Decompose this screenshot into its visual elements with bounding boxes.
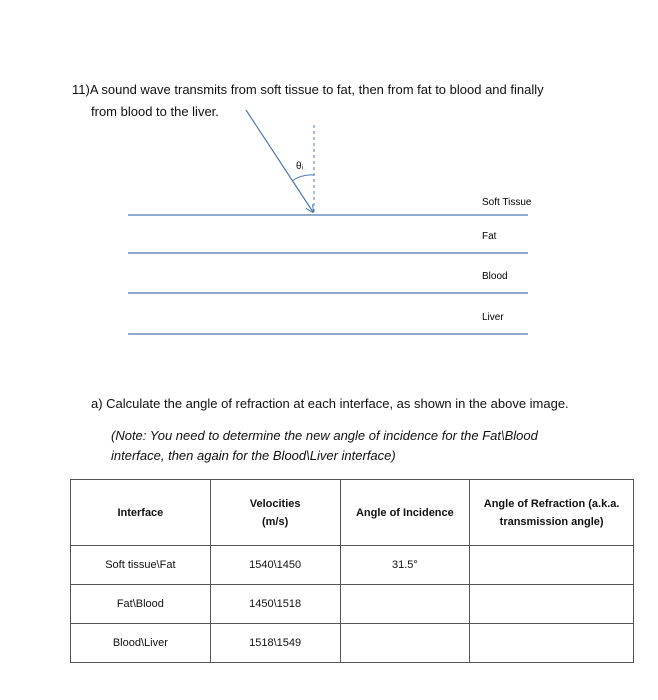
layer-label-soft-tissue: Soft Tissue xyxy=(482,197,532,208)
header-interface: Interface xyxy=(71,480,211,546)
question-text-line1: 11)A sound wave transmits from soft tissue to fat, then from fat to blood and finally xyxy=(72,82,544,97)
header-velocities-line2: (m/s) xyxy=(261,515,289,528)
header-velocities xyxy=(210,480,340,546)
header-velocities-line1: Velocities xyxy=(249,497,301,510)
refraction-table xyxy=(70,479,634,663)
table-header-row xyxy=(71,480,634,546)
part-a-note-line2: interface, then again for the Blood\Liver interface) xyxy=(111,448,396,463)
cell-interface: Soft tissue\Fat xyxy=(71,546,211,585)
cell-incidence: 31.5° xyxy=(340,546,470,585)
table-row xyxy=(71,546,634,585)
cell-interface: Fat\Blood xyxy=(71,585,211,624)
header-angle-incidence: Angle of Incidence xyxy=(340,480,470,546)
cell-refraction[interactable] xyxy=(470,546,634,585)
table-row xyxy=(71,585,634,624)
cell-velocities: 1518\1549 xyxy=(210,624,340,663)
table-row xyxy=(71,624,634,663)
part-a-note-line1: (Note: You need to determine the new angle of incidence for the Fat\Blood xyxy=(111,428,538,443)
angle-label: θᵢ xyxy=(296,161,304,172)
cell-interface: Blood\Liver xyxy=(71,624,211,663)
header-refraction-line2: transmission angle) xyxy=(499,515,604,528)
angle-arc xyxy=(292,175,314,181)
cell-refraction[interactable] xyxy=(470,585,634,624)
header-refraction-line1: Angle of Refraction (a.k.a. xyxy=(483,497,620,510)
layer-label-fat: Fat xyxy=(482,231,497,242)
header-angle-refraction xyxy=(470,480,634,546)
question-text-line2: from blood to the liver. xyxy=(91,104,219,119)
cell-refraction[interactable] xyxy=(470,624,634,663)
layer-label-blood: Blood xyxy=(482,271,508,282)
part-a-prompt: a) Calculate the angle of refraction at each interface, as shown in the above image. xyxy=(91,396,569,411)
layer-label-liver: Liver xyxy=(482,312,504,323)
cell-velocities: 1450\1518 xyxy=(210,585,340,624)
cell-incidence[interactable] xyxy=(340,624,470,663)
cell-velocities: 1540\1450 xyxy=(210,546,340,585)
cell-incidence[interactable] xyxy=(340,585,470,624)
